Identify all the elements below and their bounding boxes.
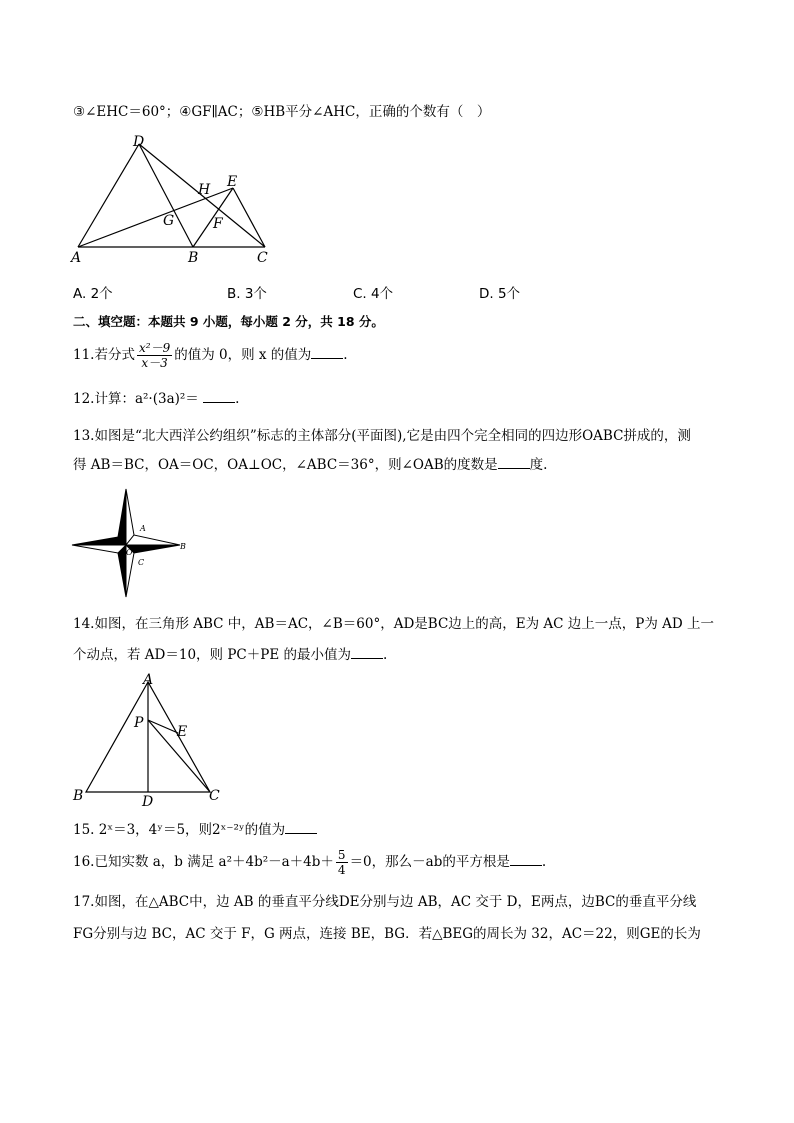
option-a: A. 2个 <box>73 286 113 302</box>
tri-label-B: B <box>73 788 84 804</box>
q13-star-figure <box>70 485 195 600</box>
star-label-B: B <box>180 542 186 551</box>
q14-answer-blank[interactable] <box>351 646 383 659</box>
star-label-C: C <box>138 558 145 567</box>
option-c: C. 4个 <box>353 286 394 302</box>
label-C: C <box>257 250 268 266</box>
q11-answer-blank[interactable] <box>311 346 343 359</box>
q11-post: 的值为 0，则 x 的值为 <box>174 347 312 363</box>
q12-end: . <box>235 391 240 407</box>
q11-fraction <box>137 341 172 370</box>
tri-label-P: P <box>134 715 144 731</box>
question-15 <box>73 821 317 839</box>
label-G: G <box>163 213 175 229</box>
q14-line2-end: . <box>382 647 388 663</box>
star-bottom-left <box>118 545 126 597</box>
segment-DB <box>139 144 193 247</box>
q15-pre: 15. 2ˣ＝3，4ʸ＝5，则2ˣ⁻²ʸ的值为 <box>73 822 286 838</box>
section-title: 二、填空题：本题共 9 小题，每小题 2 分，共 18 分。 <box>73 314 384 329</box>
label-A: A <box>71 250 82 266</box>
question-17-line2: FG分别与边 BC，AC 交于 F，G 两点，连接 BE，BG．若△BEG的周长为 32，AC＝22，则GE的长为 <box>73 926 701 942</box>
q10-statement-tail: ③∠EHC＝60°；④GF∥AC；⑤HB平分∠AHC，正确的个数有（ ） <box>73 104 491 120</box>
segment-EC <box>233 188 265 247</box>
q11-pre: 11.若分式 <box>73 347 135 363</box>
segment-AD <box>78 144 139 247</box>
tri-label-E: E <box>177 724 188 740</box>
q11-denominator: x－3 <box>141 356 168 370</box>
q16-numerator: 5 <box>337 848 346 862</box>
label-D: D <box>133 134 145 150</box>
question-13-line1: 13.如图是“北大西洋公约组织”标志的主体部分(平面图),它是由四个完全相同的四边形OABC拼成的，测 <box>73 428 691 444</box>
q16-pre: 16.已知实数 a，b 满足 a²＋4b²－a＋4b＋ <box>73 854 334 870</box>
q12-pre: 12.计算：a²·(3a)²＝ <box>73 391 199 407</box>
option-b: B. 3个 <box>227 286 267 302</box>
q16-end: . <box>541 854 547 870</box>
q16-answer-blank[interactable] <box>510 853 542 866</box>
question-17-line1: 17.如图，在△ABC中，边 AB 的垂直平分线DE分别与边 AB，AC 交于 D，E两点，边BC的垂直平分线 <box>73 894 697 910</box>
question-14-line2 <box>73 646 387 664</box>
question-12 <box>73 390 239 408</box>
star-left-top <box>72 537 126 545</box>
star-top-left <box>118 489 126 545</box>
q10-figure <box>65 130 285 270</box>
question-11 <box>73 340 348 370</box>
q14-line2-pre: 个动点，若 AD＝10，则 PC＋PE 的最小值为 <box>73 647 351 663</box>
label-F: F <box>213 216 223 232</box>
question-13-line2 <box>73 456 547 474</box>
star-right-top <box>126 535 180 545</box>
q11-end: . <box>343 347 348 363</box>
q16-denominator: 4 <box>337 863 346 877</box>
star-label-A: A <box>140 524 146 533</box>
q16-post: ＝0，那么－ab的平方根是 <box>349 854 510 870</box>
star-right-bottom <box>126 545 180 553</box>
question-16 <box>73 847 546 877</box>
tri-label-A: A <box>143 672 154 688</box>
q14-figure <box>68 670 238 810</box>
label-B: B <box>188 250 199 266</box>
star-label-O: O <box>126 548 133 557</box>
tri-label-D: D <box>142 794 154 810</box>
q16-fraction <box>336 848 348 877</box>
option-d: D. 5个 <box>479 286 521 302</box>
q11-numerator: x²－9 <box>138 341 171 355</box>
q12-answer-blank[interactable] <box>203 390 235 403</box>
question-14-line1: 14.如图，在三角形 ABC 中，AB＝AC，∠B＝60°，AD是BC边上的高，E为 AC 边上一点，P为 AD 上一 <box>73 616 715 632</box>
q13-line2-pre: 得 AB＝BC，OA＝OC，OA⊥OC，∠ABC＝36°，则∠OAB的度数是 <box>73 457 498 473</box>
star-left-bottom <box>72 545 126 553</box>
q13-line2-post: 度. <box>529 457 548 473</box>
q13-answer-blank[interactable] <box>498 456 530 469</box>
label-H: H <box>198 182 211 198</box>
tri-label-C: C <box>209 788 220 804</box>
q15-answer-blank[interactable] <box>285 821 317 834</box>
label-E: E <box>227 174 238 190</box>
